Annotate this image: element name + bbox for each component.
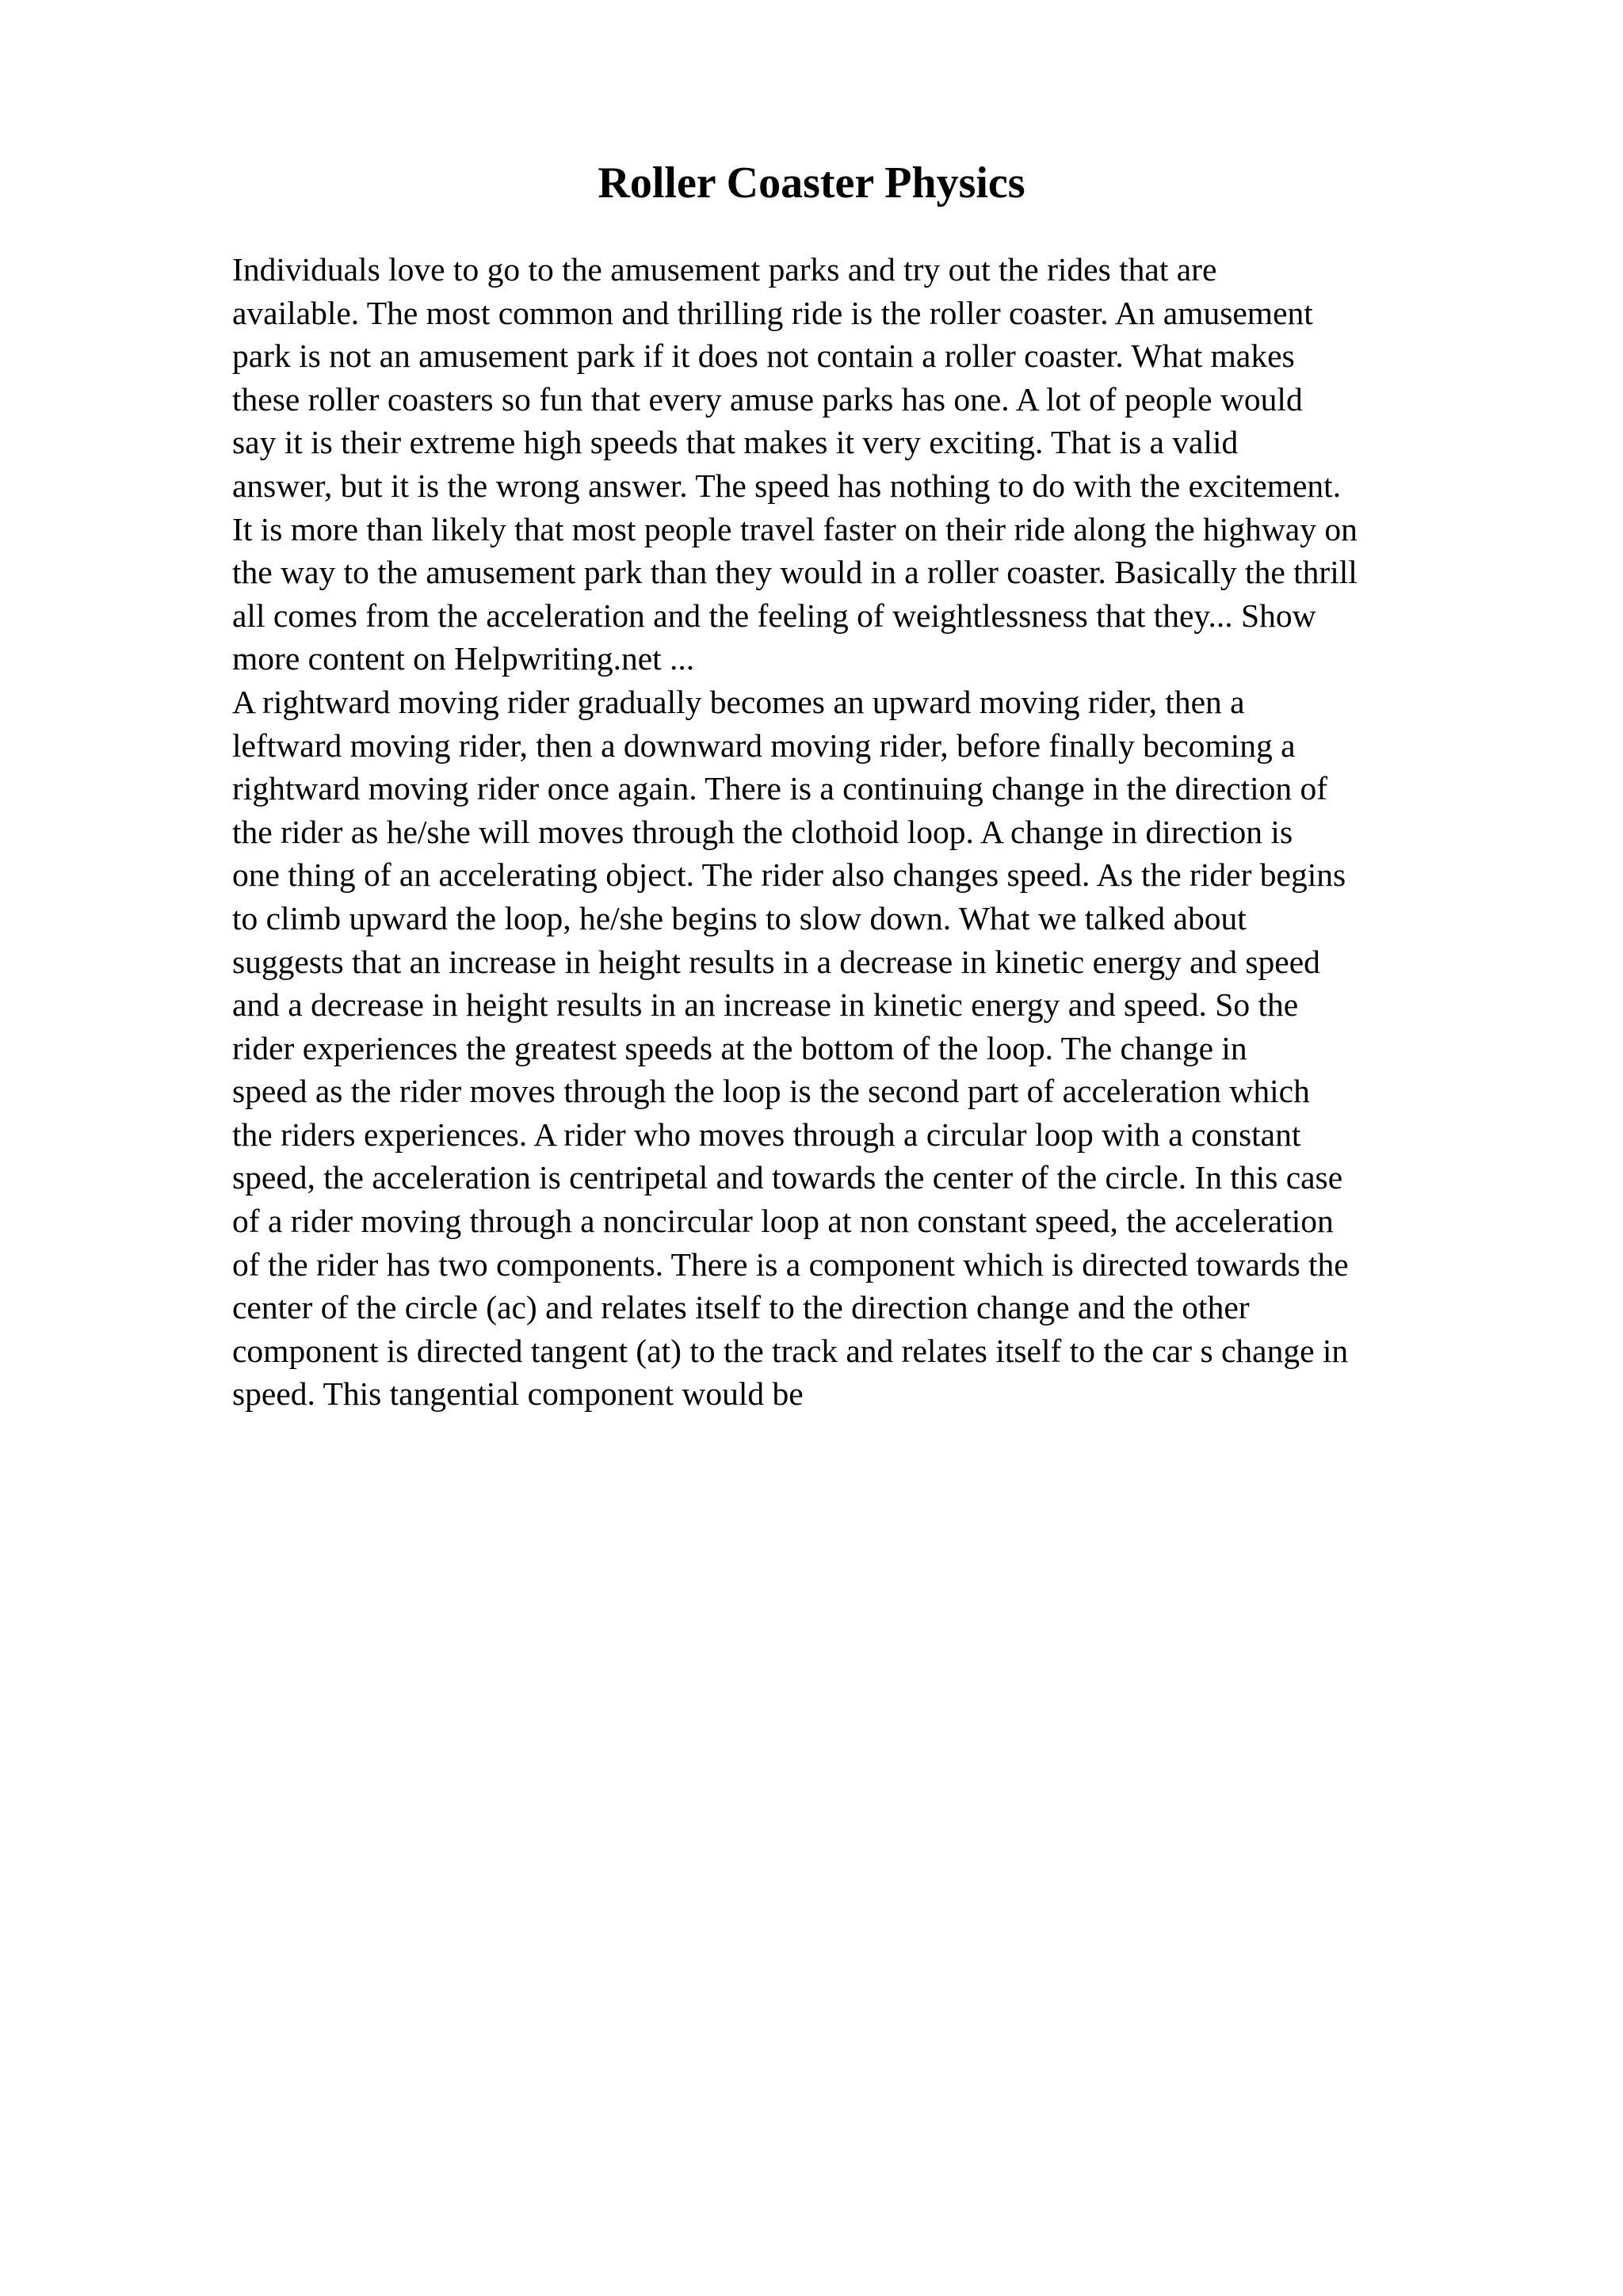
body-line: speed, the acceleration is centripetal and towards the center of the circle. In this case [232, 1159, 1343, 1196]
body-line: It is more than likely that most people travel faster on their ride along the highway on [232, 510, 1358, 547]
body-line: speed as the rider moves through the loop is the second part of acceleration which [232, 1073, 1310, 1110]
body-line: the riders experiences. A rider who moves through a circular loop with a constant [232, 1116, 1301, 1153]
body-line: available. The most common and thrilling ride is the roller coaster. An amusement [232, 294, 1313, 331]
body-line: component is directed tangent (at) to the track and relates itself to the car s change in [232, 1332, 1349, 1369]
body-line: speed. This tangential component would be [232, 1375, 804, 1413]
body-line: and a decrease in height results in an increase in kinetic energy and speed. So the [232, 986, 1299, 1024]
body-line: the way to the amusement park than they would in a roller coaster. Basically the thrill [232, 554, 1358, 591]
body-line: leftward moving rider, then a downward moving rider, before finally becoming a [232, 727, 1296, 764]
body-line: park is not an amusement park if it does not contain a roller coaster. What makes [232, 338, 1295, 375]
body-line: of a rider moving through a noncircular loop at non constant speed, the acceleration [232, 1203, 1334, 1240]
body-line: more content on Helpwriting.net ... [232, 640, 695, 677]
body-line: one thing of an accelerating object. The rider also changes speed. As the rider begins [232, 856, 1346, 894]
body-line: these roller coasters so fun that every amuse parks has one. A lot of people would [232, 380, 1303, 418]
document-title: Roller Coaster Physics [598, 158, 1025, 208]
body-line: the rider as he/she will moves through the clothoid loop. A change in direction is [232, 813, 1293, 850]
document-body [232, 248, 1532, 1416]
body-line: of the rider has two components. There is a component which is directed towards the [232, 1245, 1349, 1283]
body-line: A rightward moving rider gradually becomes an upward moving rider, then a [232, 683, 1245, 720]
body-line: rider experiences the greatest speeds at the bottom of the loop. The change in [232, 1029, 1247, 1066]
body-line: to climb upward the loop, he/she begins to slow down. What we talked about [232, 899, 1247, 936]
body-line: rightward moving rider once again. There is a continuing change in the direction of [232, 770, 1328, 807]
body-line: suggests that an increase in height results in a decrease in kinetic energy and speed [232, 943, 1320, 980]
body-line: Individuals love to go to the amusement parks and try out the rides that are [232, 251, 1217, 288]
body-line: answer, but it is the wrong answer. The speed has nothing to do with the excitement. [232, 467, 1342, 504]
body-line: center of the circle (ac) and relates itself to the direction change and the other [232, 1289, 1250, 1326]
body-line: say it is their extreme high speeds that makes it very exciting. That is a valid [232, 424, 1239, 461]
body-line: all comes from the acceleration and the feeling of weightlessness that they... Show [232, 597, 1316, 634]
